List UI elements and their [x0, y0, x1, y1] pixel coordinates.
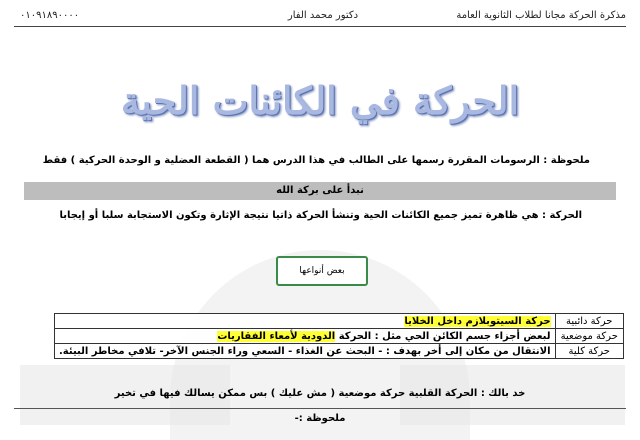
movement-type-name: حركة موضعية	[555, 329, 623, 344]
section-bar: نبدأ على بركة الله	[24, 182, 616, 200]
movement-type-desc	[55, 344, 556, 359]
movement-type-name: حركة كلية	[555, 344, 623, 359]
note-heart-movement: خد بالك : الحركة القلبية حركة موضعية ( مش عليك ) بس ممكن يسالك فيها في تخير	[114, 388, 526, 399]
header-right-text: مذكرة الحركة مجانا لطلاب الثانوية العامة	[456, 10, 626, 21]
note-bottom: ملحوظة :-	[294, 413, 346, 424]
bottom-divider	[14, 408, 626, 409]
desc-highlight: حركة السيتوبلازم داخل الخلايا	[404, 315, 551, 327]
table-row	[55, 314, 624, 329]
movement-types-table	[54, 313, 624, 359]
table-row	[55, 329, 624, 344]
movement-definition: الحركة : هي ظاهرة تميز جميع الكائنات الحية وتنشأ الحركة ذاتيا نتيجة الإثارة وتكون الاستجابة سلبا أو إيجابا	[59, 210, 582, 221]
desc-prefix: الانتقال من مكان إلى أخر بهدف : - البحث عن الغذاء - السعي وراء الجنس الآخر- تلافي مخاطر البيئة.	[59, 345, 551, 357]
desc-prefix: لبعض أجزاء جسم الكائن الحي مثل : الحركة	[335, 330, 551, 342]
movement-type-desc	[55, 329, 556, 344]
note-drawings: ملحوظة : الرسومات المقررة رسمها على الطالب في هذا الدرس هما ( القطعة العضلية و الوحدة الحركية ) فقط	[42, 155, 590, 166]
types-label-box: بعض أنواعها	[276, 256, 368, 286]
header-phone: ٠١٠٩١٨٩٠٠٠٠	[20, 10, 80, 21]
page-title: الحركة في الكائنات الحية	[120, 78, 520, 123]
desc-highlight: الدودية لأمعاء الفقاريات	[217, 330, 336, 342]
header-divider	[14, 26, 626, 27]
table-row	[55, 344, 624, 359]
movement-type-desc	[55, 314, 556, 329]
movement-type-name: حركة دائبية	[555, 314, 623, 329]
header-author: دكتور محمد الفار	[287, 10, 359, 21]
